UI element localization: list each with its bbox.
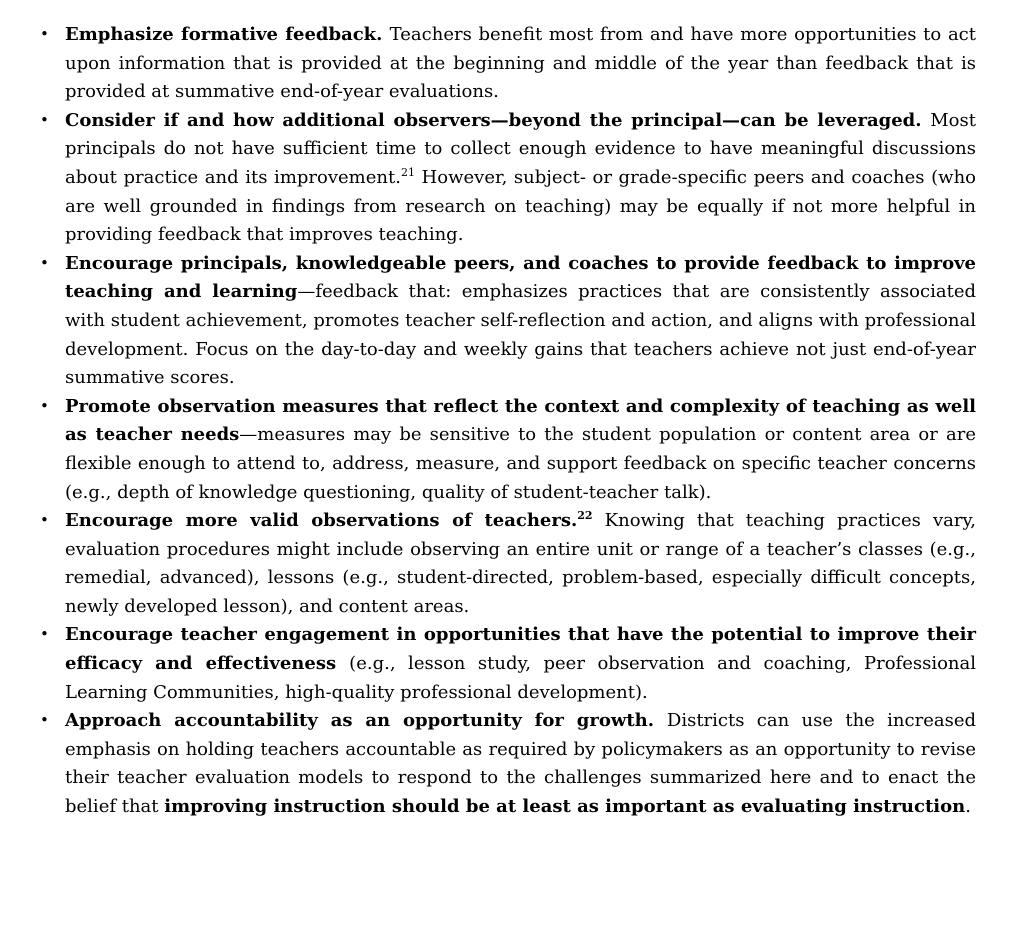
footnote-reference: 21 bbox=[400, 165, 415, 179]
bold-text-segment: Approach accountability as an opportunity for growth. bbox=[65, 710, 667, 732]
bullet-text bbox=[65, 710, 976, 817]
bullet-text bbox=[65, 624, 976, 702]
bullet-item-2 bbox=[38, 107, 976, 250]
bold-text-segment: improving instruction should be at least as important as evaluating instruction bbox=[164, 796, 966, 818]
bold-text-segment: Consider if and how additional observers—beyond the principal—can be leveraged. bbox=[65, 109, 931, 131]
bold-text-segment: Promote observation measures that reflect the context and complexity of teaching as well as teacher needs bbox=[65, 395, 976, 446]
bullet-text bbox=[65, 110, 976, 245]
text-segment: Knowing that teaching practices vary, evaluation procedures might include observing an entire unit or range of a teacher’s classes (e.g., remedial, advanced), lessons (e.g., student-directed, problem-based, especially difficult concepts, newly developed lesson), and content areas. bbox=[65, 510, 976, 617]
bullet-icon: • bbox=[40, 396, 49, 415]
bold-text-segment: Encourage more valid observations of teachers. bbox=[65, 510, 578, 532]
bullet-icon: • bbox=[40, 25, 49, 43]
bold-text-segment: Encourage principals, knowledgeable peers, and coaches to provide feedback to improve teaching and learning bbox=[65, 252, 976, 303]
bullet-item-7 bbox=[38, 707, 976, 821]
bullet-icon: • bbox=[40, 110, 49, 129]
text-segment: Most principals do not have sufficient time to collect enough evidence to have meaningful discussions about practice and its improvement. bbox=[65, 109, 976, 188]
text-segment: —measures may be sensitive to the student population or content area or are flexible enough to attend to, address, measure, and support feedback on specific teacher concerns (e.g., depth of knowledge questioning, quality of student-teacher talk). bbox=[65, 424, 976, 503]
bold-text-segment: Emphasize formative feedback. bbox=[65, 24, 390, 45]
bullet-item-1 bbox=[38, 21, 976, 107]
bullet-icon: • bbox=[40, 711, 49, 730]
bullet-text bbox=[65, 396, 976, 503]
footnote-reference: 22 bbox=[577, 509, 593, 523]
text-segment: —feedback that: emphasizes practices that are consistently associated with student achievement, promotes teacher self-reflection and action, and aligns with professional development. Focus on the day-to-day and weekly gains that teachers achieve not just end-of-year summative scores. bbox=[65, 281, 977, 389]
bullet-icon: • bbox=[40, 253, 49, 272]
bullet-text bbox=[65, 253, 976, 388]
bullet-icon: • bbox=[40, 511, 49, 530]
bullet-icon: • bbox=[40, 625, 49, 644]
text-segment: However, subject- or grade-specific peers and coaches (who are well grounded in findings from research on teaching) may be equally if not more helpful in providing feedback that improves teaching. bbox=[65, 166, 976, 246]
text-segment: Teachers benefit most from and have more opportunities to act upon information that is provided at the beginning and middle of the year than feedback that is provided at summative end-of-year evaluations. bbox=[65, 24, 976, 103]
text-segment: Districts can use the increased emphasis on holding teachers accountable as required by policymakers as an opportunity to revise their teacher evaluation models to respond to the challenges summarized here and to enact the belief that bbox=[65, 710, 976, 818]
bold-text-segment: Encourage teacher engagement in opportunities that have the potential to improve their efficacy and effectiveness bbox=[65, 624, 976, 675]
bullet-list bbox=[38, 21, 976, 822]
bullet-item-6 bbox=[38, 621, 976, 707]
text-segment: . bbox=[965, 796, 971, 818]
text-segment: (e.g., lesson study, peer observation and coaching, Professional Learning Communities, high-quality professional development). bbox=[65, 653, 976, 703]
bullet-item-5 bbox=[38, 507, 976, 621]
bullet-item-4 bbox=[38, 393, 976, 507]
bullet-text bbox=[65, 510, 976, 617]
bullet-item-3 bbox=[38, 250, 976, 393]
bullet-text bbox=[65, 24, 976, 102]
